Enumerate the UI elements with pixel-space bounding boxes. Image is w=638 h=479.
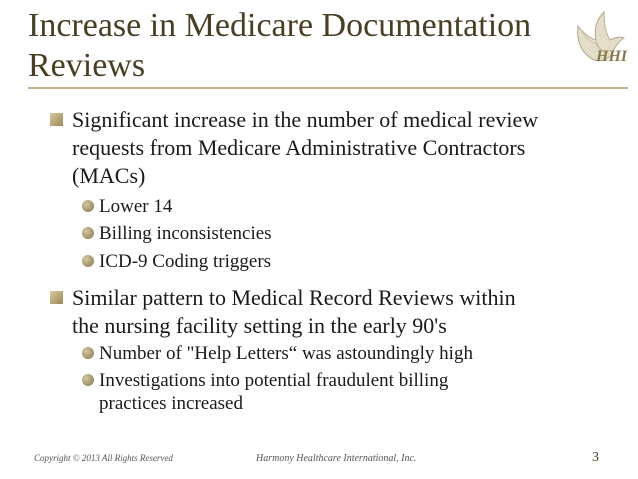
page-number: 3: [592, 450, 599, 465]
bullet-text: the nursing facility setting in the early 90's: [72, 313, 447, 338]
round-bullet-icon: [82, 347, 94, 359]
square-bullet-icon: [50, 113, 63, 126]
hhi-logo: [568, 8, 628, 78]
sub-bullet-text: Number of "Help Letters“ was astoundingly high: [99, 343, 473, 364]
sub-bullet-text: Lower 14: [99, 196, 173, 217]
title-line-2: Reviews: [28, 47, 146, 84]
title-line-1: Increase in Medicare Documentation: [28, 7, 532, 44]
square-bullet-icon: [50, 291, 63, 304]
sub-bullet-text: practices increased: [99, 393, 243, 414]
bullet-text: Significant increase in the number of medical review: [72, 107, 539, 132]
footer-company: Harmony Healthcare International, Inc.: [256, 453, 417, 464]
bullet-text: requests from Medicare Administrative Contractors: [72, 135, 526, 160]
sub-bullet-text: Investigations into potential fraudulent billing: [99, 370, 449, 391]
round-bullet-icon: [82, 374, 94, 386]
round-bullet-icon: [82, 227, 94, 239]
bullet-text: Similar pattern to Medical Record Reviews within: [72, 285, 516, 310]
footer-copyright: Copyright © 2013 All Rights Reserved: [34, 453, 173, 463]
round-bullet-icon: [82, 200, 94, 212]
title-divider: [28, 87, 628, 89]
round-bullet-icon: [82, 255, 94, 267]
slide-title: [28, 6, 568, 86]
dove-icon: [568, 8, 628, 78]
sub-bullet-text: ICD-9 Coding triggers: [99, 251, 272, 272]
sub-bullet-text: Billing inconsistencies: [99, 223, 272, 244]
bullet-text: (MACs): [72, 163, 146, 188]
logo-text: HHI: [596, 48, 628, 65]
